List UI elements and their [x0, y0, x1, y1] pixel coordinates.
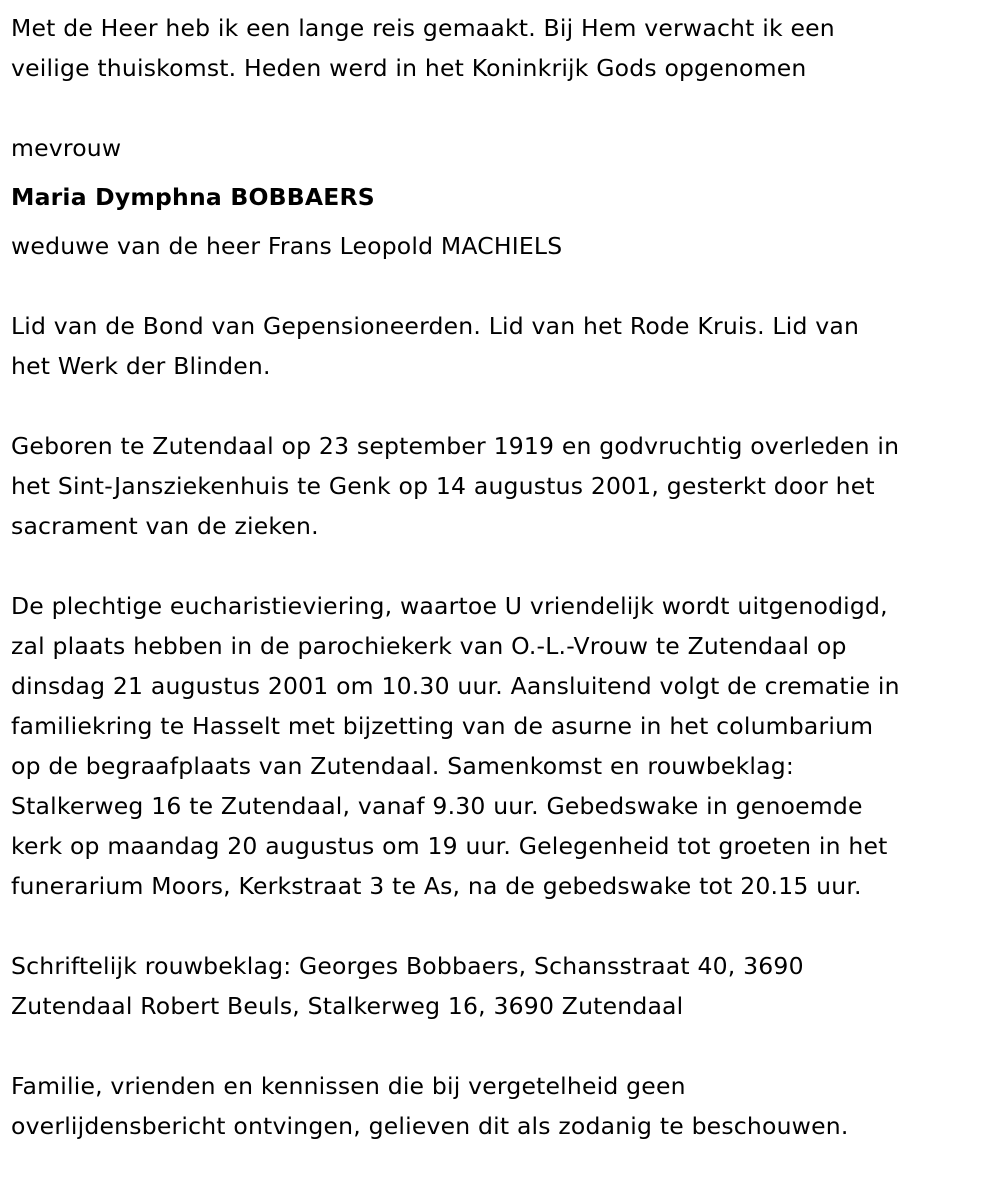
deceased-relation: weduwe van de heer Frans Leopold MACHIELS [11, 232, 563, 260]
ceremony-paragraph [11, 586, 993, 906]
closing-line: Familie, vrienden en kennissen die bij vergetelheid geen [11, 1072, 686, 1100]
intro-line: Met de Heer heb ik een lange reis gemaakt. Bij Hem verwacht ik een [11, 14, 835, 42]
ceremony-line: dinsdag 21 augustus 2001 om 10.30 uur. Aansluitend volgt de crematie in [11, 672, 900, 700]
closing-paragraph [11, 1066, 993, 1146]
intro-paragraph [11, 8, 993, 88]
deceased-title: mevrouw [11, 134, 122, 162]
closing-line: overlijdensbericht ontvingen, gelieven dit als zodanig te beschouwen. [11, 1112, 849, 1140]
memberships-line: Lid van de Bond van Gepensioneerden. Lid van het Rode Kruis. Lid van [11, 312, 860, 340]
memberships-paragraph [11, 306, 993, 386]
condolences-line: Schriftelijk rouwbeklag: Georges Bobbaers, Schansstraat 40, 3690 [11, 952, 804, 980]
intro-line: veilige thuiskomst. Heden werd in het Koninkrijk Gods opgenomen [11, 54, 807, 82]
birth-death-paragraph [11, 426, 993, 546]
ceremony-line: funerarium Moors, Kerkstraat 3 te As, na de gebedswake tot 20.15 uur. [11, 872, 862, 900]
deceased-name: Maria Dymphna BOBBAERS [11, 183, 375, 211]
ceremony-line: op de begraafplaats van Zutendaal. Samenkomst en rouwbeklag: [11, 752, 794, 780]
condolences-paragraph [11, 946, 993, 1026]
birth-death-line: sacrament van de zieken. [11, 512, 319, 540]
obituary-document [11, 8, 993, 1186]
deceased-block [11, 128, 993, 266]
condolences-line: Zutendaal Robert Beuls, Stalkerweg 16, 3690 Zutendaal [11, 992, 684, 1020]
ceremony-line: familiekring te Hasselt met bijzetting van de asurne in het columbarium [11, 712, 874, 740]
birth-death-line: Geboren te Zutendaal op 23 september 1919 en godvruchtig overleden in [11, 432, 900, 460]
ceremony-line: Stalkerweg 16 te Zutendaal, vanaf 9.30 uur. Gebedswake in genoemde [11, 792, 863, 820]
ceremony-line: kerk op maandag 20 augustus om 19 uur. Gelegenheid tot groeten in het [11, 832, 888, 860]
ceremony-line: De plechtige eucharistieviering, waartoe U vriendelijk wordt uitgenodigd, [11, 592, 888, 620]
ceremony-line: zal plaats hebben in de parochiekerk van O.-L.-Vrouw te Zutendaal op [11, 632, 847, 660]
memberships-line: het Werk der Blinden. [11, 352, 271, 380]
birth-death-line: het Sint-Jansziekenhuis te Genk op 14 augustus 2001, gesterkt door het [11, 472, 875, 500]
